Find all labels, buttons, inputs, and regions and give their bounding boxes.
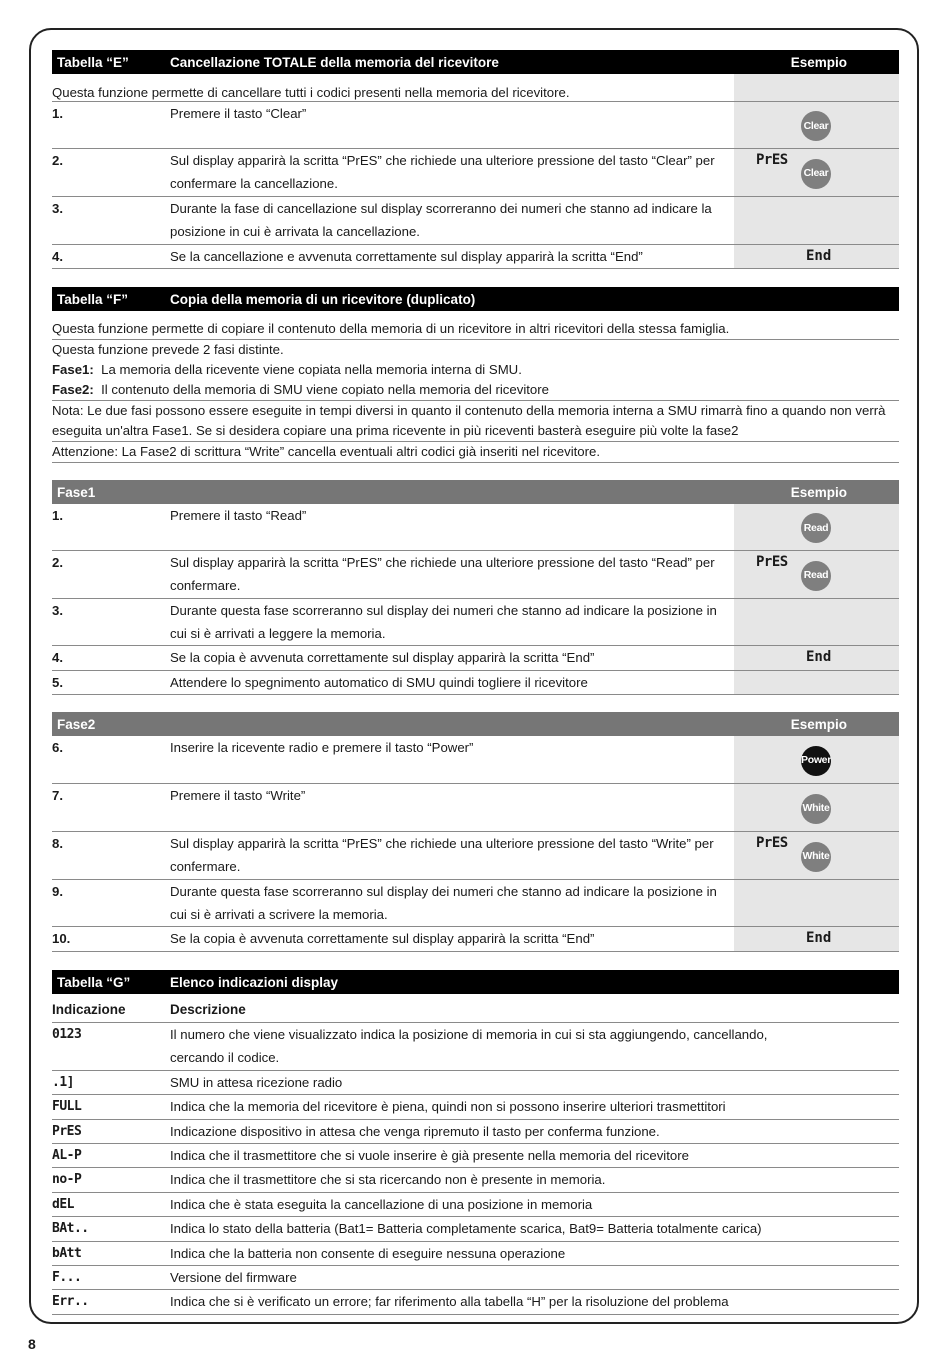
indication-row: [52, 1242, 899, 1266]
step-text: Durante questa fase scorreranno sul display dei numeri che stanno ad indicare la posizione in cui si è arrivati a leggere la memoria.: [170, 603, 717, 641]
indication-description: Indica che il trasmettitore che si vuole inserire è già presente nella memoria del ricevitore: [170, 1148, 689, 1164]
example-cell: [734, 646, 899, 670]
display-code: PrES: [756, 152, 788, 168]
table-g-rows: [52, 1023, 899, 1315]
column-indicazione: Indicazione: [52, 1002, 126, 1017]
step-number: 5.: [52, 675, 63, 690]
indication-code: FULL: [52, 1099, 82, 1115]
fase1-header: [52, 480, 899, 504]
indication-row: [52, 1168, 899, 1192]
step-number: 9.: [52, 884, 63, 899]
example-cell: [734, 736, 899, 783]
fase2-header: [52, 712, 899, 736]
example-cell: [734, 102, 899, 148]
indication-row: [52, 1023, 899, 1071]
indication-description: Indica che il trasmettitore che si sta ricercando non è presente in memoria.: [170, 1172, 606, 1188]
example-cell: [734, 504, 899, 550]
indication-code: .1]: [52, 1074, 74, 1090]
example-cell: [734, 197, 899, 244]
white-button-icon: White: [801, 842, 831, 872]
step-row: [52, 504, 899, 551]
display-code: PrES: [756, 554, 788, 570]
step-number: 6.: [52, 740, 63, 755]
indication-description: Indicazione dispositivo in attesa che venga ripremuto il tasto per conferma funzione.: [170, 1123, 660, 1139]
read-button-icon: Read: [801, 513, 831, 543]
example-cell: [734, 551, 899, 598]
step-row: [52, 784, 899, 832]
table-f-header: [52, 287, 899, 311]
table-f-line-2: Questa funzione prevede 2 fasi distinte.: [52, 342, 284, 357]
table-f-attenzione: Attenzione: La Fase2 di scrittura “Write” cancella eventuali altri codici già inseriti nel ricevitore.: [52, 442, 899, 463]
step-number: 2.: [52, 555, 63, 570]
indication-code: F...: [52, 1270, 82, 1286]
display-end: End: [806, 248, 832, 264]
step-row: [52, 197, 899, 245]
power-button-icon: Power: [801, 746, 831, 776]
indication-code: no-P: [52, 1172, 82, 1188]
page-number: 8: [28, 1336, 36, 1352]
indication-code: Err..: [52, 1294, 89, 1310]
indication-code: AL-P: [52, 1148, 82, 1164]
step-row: [52, 149, 899, 197]
indication-code: 0123: [52, 1027, 82, 1042]
fase2-text: Il contenuto della memoria di SMU viene copiato nella memoria del ricevitore: [101, 382, 549, 397]
indication-description: Versione del firmware: [170, 1270, 297, 1286]
display-end: End: [806, 930, 832, 946]
step-text: Sul display apparirà la scritta “PrES” che richiede una ulteriore pressione del tasto “Read” per confermare.: [170, 555, 715, 593]
table-e-intro: Questa funzione permette di cancellare tutti i codici presenti nella memoria del ricevitore.: [52, 85, 570, 100]
step-text: Premere il tasto “Write”: [170, 788, 306, 803]
fase1-text: La memoria della ricevente viene copiata nella memoria interna di SMU.: [101, 362, 522, 377]
indication-code: BAt..: [52, 1221, 89, 1237]
step-number: 3.: [52, 603, 63, 618]
step-number: 10.: [52, 931, 71, 946]
fase2-rows: [52, 736, 899, 952]
column-descrizione: Descrizione: [170, 1002, 246, 1017]
table-g-column-headers: [52, 998, 899, 1023]
indication-row: [52, 1290, 899, 1314]
white-button-icon: White: [801, 794, 831, 824]
indication-code: dEL: [52, 1196, 74, 1212]
step-text: Sul display apparirà la scritta “PrES” che richiede una ulteriore pressione del tasto “Write” per confermare.: [170, 836, 714, 874]
table-f-line-1: Questa funzione permette di copiare il contenuto della memoria di un ricevitore in altri ricevitori della stessa famiglia.: [52, 319, 899, 340]
table-f-fase2-line: [52, 380, 899, 401]
step-text: Se la cancellazione e avvenuta correttamente sul display apparirà la scritta “End”: [170, 249, 643, 264]
step-text: Se la copia è avvenuta correttamente sul display apparirà la scritta “End”: [170, 931, 595, 946]
step-row: [52, 671, 899, 695]
step-number: 1.: [52, 106, 63, 121]
step-text: Sul display apparirà la scritta “PrES” che richiede una ulteriore pressione del tasto “Clear” per confermare la cancellazione.: [170, 153, 715, 191]
table-e-intro-row: [52, 74, 899, 102]
table-e-rows: [52, 102, 899, 269]
table-f-title: Copia della memoria di un ricevitore (duplicato): [170, 291, 476, 307]
step-text: Attendere lo spegnimento automatico di SMU quindi togliere il ricevitore: [170, 675, 588, 690]
step-row: [52, 880, 899, 927]
step-number: 8.: [52, 836, 63, 851]
indication-description: Indica che la memoria del ricevitore è piena, quindi non si possono inserire ulteriori trasmettitori: [170, 1099, 726, 1115]
indication-description: Indica che è stata eseguita la cancellazione di una posizione in memoria: [170, 1196, 593, 1212]
fase1-heading: Fase1: [57, 484, 96, 500]
indication-row: [52, 1266, 899, 1290]
clear-button-icon: Clear: [801, 111, 831, 141]
indication-row: [52, 1071, 899, 1095]
indication-code: bAtt: [52, 1245, 82, 1261]
table-g-header: [52, 970, 899, 994]
step-number: 7.: [52, 788, 63, 803]
indication-row: [52, 1217, 899, 1241]
table-f-label: Tabella “F”: [57, 291, 129, 307]
example-cell: [734, 880, 899, 926]
step-number: 2.: [52, 153, 63, 168]
fase2-example-heading: Esempio: [790, 716, 847, 732]
table-g-label: Tabella “G”: [57, 974, 131, 990]
table-e-header: [52, 50, 899, 74]
example-cell: [734, 784, 899, 831]
step-text: Premere il tasto “Clear”: [170, 106, 307, 121]
fase1-label: Fase1:: [52, 362, 94, 377]
step-text: Durante la fase di cancellazione sul display scorreranno dei numeri che stanno ad indicare la posizione in cui è arrivata la cancellazione.: [170, 201, 712, 239]
indication-description: Indica lo stato della batteria (Bat1= Batteria completamente scarica, Bat9= Batteria totalmente carica): [170, 1221, 762, 1237]
step-row: [52, 832, 899, 880]
indication-row: [52, 1120, 899, 1144]
step-text: Inserire la ricevente radio e premere il tasto “Power”: [170, 740, 474, 755]
step-row: [52, 736, 899, 784]
step-number: 3.: [52, 201, 63, 216]
step-row: [52, 551, 899, 599]
display-code: PrES: [756, 835, 788, 851]
page-content: [52, 50, 899, 1315]
indication-description: SMU in attesa ricezione radio: [170, 1074, 343, 1090]
table-f-nota: Nota: Le due fasi possono essere eseguite in tempi diversi in quanto il contenuto della memoria interna a SMU rimarrà fino a quando non verrà eseguita un'altra Fase1. Se si desidera copiare una prima ricevente in più riceventi basterà eseguire più volte la fase2: [52, 401, 899, 442]
indication-description: Indica che si è verificato un errore; far riferimento alla tabella “H” per la risoluzione del problema: [170, 1294, 729, 1310]
read-button-icon: Read: [801, 561, 831, 591]
example-cell: [734, 832, 899, 879]
fase2-heading: Fase2: [57, 716, 96, 732]
fase1-rows: [52, 504, 899, 695]
example-cell: [734, 927, 899, 951]
table-e-label: Tabella “E”: [57, 54, 129, 70]
table-e-title: Cancellazione TOTALE della memoria del ricevitore: [170, 54, 499, 70]
indication-row: [52, 1144, 899, 1168]
indication-description: Il numero che viene visualizzato indica la posizione di memoria in cui si sta aggiungendo, cancellando, cercando il codice.: [170, 1027, 768, 1066]
step-text: Durante questa fase scorreranno sul display dei numeri che stanno ad indicare la posizione in cui si è arrivati a scrivere la memoria.: [170, 884, 717, 922]
example-cell: [734, 671, 899, 694]
fase1-example-heading: Esempio: [790, 484, 847, 500]
step-text: Se la copia è avvenuta correttamente sul display apparirà la scritta “End”: [170, 650, 595, 665]
display-end: End: [806, 649, 832, 665]
example-cell: [734, 74, 899, 101]
step-number: 4.: [52, 650, 63, 665]
indication-row: [52, 1193, 899, 1217]
indication-code: PrES: [52, 1123, 82, 1139]
step-row: [52, 245, 899, 269]
example-cell: [734, 245, 899, 268]
table-f-fase1-line: [52, 360, 899, 380]
indication-row: [52, 1095, 899, 1119]
step-row: [52, 102, 899, 149]
indication-description: Indica che la batteria non consente di eseguire nessuna operazione: [170, 1245, 566, 1261]
step-text: Premere il tasto “Read”: [170, 508, 307, 523]
step-number: 1.: [52, 508, 63, 523]
table-e-example-heading: Esempio: [790, 54, 847, 70]
table-g-title: Elenco indicazioni display: [170, 974, 339, 990]
example-cell: [734, 599, 899, 645]
step-row: [52, 599, 899, 646]
step-row: [52, 927, 899, 952]
step-row: [52, 646, 899, 671]
clear-button-icon: Clear: [801, 159, 831, 189]
fase2-label: Fase2:: [52, 382, 94, 397]
step-number: 4.: [52, 249, 63, 264]
example-cell: [734, 149, 899, 196]
